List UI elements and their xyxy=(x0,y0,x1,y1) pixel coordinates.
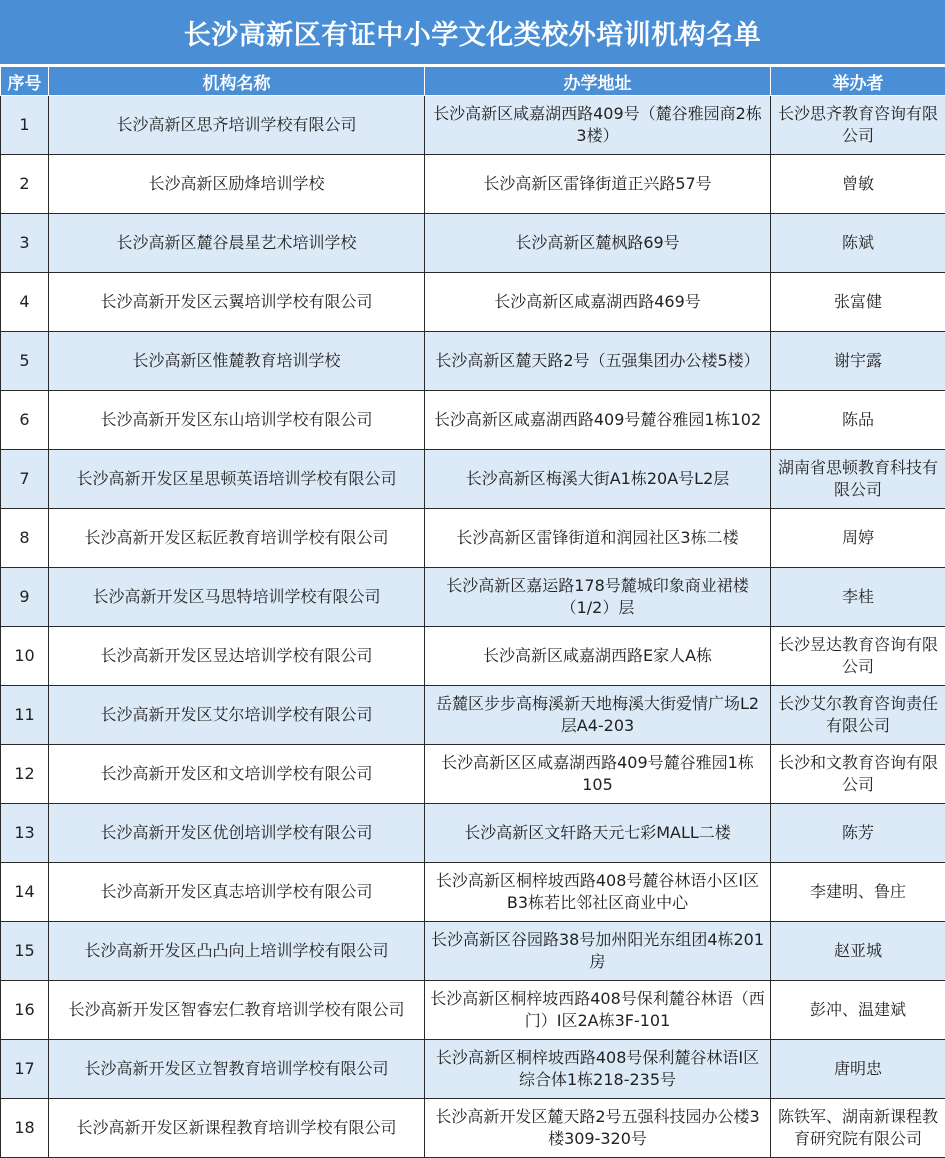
cell-host: 湖南省思顿教育科技有限公司 xyxy=(771,450,945,509)
table-row xyxy=(1,155,945,214)
table-row xyxy=(1,450,945,509)
cell-name: 长沙高新开发区和文培训学校有限公司 xyxy=(49,745,425,804)
header-address: 办学地址 xyxy=(425,67,771,96)
cell-no: 9 xyxy=(1,568,49,627)
table-row xyxy=(1,1099,945,1158)
cell-no: 5 xyxy=(1,332,49,391)
cell-address: 长沙高新区文轩路天元七彩MALL二楼 xyxy=(425,804,771,863)
cell-host: 陈芳 xyxy=(771,804,945,863)
cell-name: 长沙高新开发区星思顿英语培训学校有限公司 xyxy=(49,450,425,509)
table-row xyxy=(1,627,945,686)
cell-no: 6 xyxy=(1,391,49,450)
institution-table xyxy=(0,66,945,1158)
cell-host: 陈铁军、湖南新课程教育研究院有限公司 xyxy=(771,1099,945,1158)
cell-no: 3 xyxy=(1,214,49,273)
cell-host: 长沙和文教育咨询有限公司 xyxy=(771,745,945,804)
cell-address: 长沙高新区区咸嘉湖西路409号麓谷雅园1栋105 xyxy=(425,745,771,804)
document-title: 长沙高新区有证中小学文化类校外培训机构名单 xyxy=(0,0,945,66)
cell-host: 彭冲、温建斌 xyxy=(771,981,945,1040)
cell-name: 长沙高新开发区耘匠教育培训学校有限公司 xyxy=(49,509,425,568)
cell-address: 长沙高新区咸嘉湖西路469号 xyxy=(425,273,771,332)
cell-host: 长沙昱达教育咨询有限公司 xyxy=(771,627,945,686)
cell-host: 李建明、鲁庄 xyxy=(771,863,945,922)
cell-no: 15 xyxy=(1,922,49,981)
cell-no: 11 xyxy=(1,686,49,745)
table-row xyxy=(1,332,945,391)
cell-address: 长沙高新区桐梓坡西路408号保利麓谷林语Ⅰ区综合体1栋218-235号 xyxy=(425,1040,771,1099)
cell-name: 长沙高新区思齐培训学校有限公司 xyxy=(49,96,425,155)
cell-host: 周婷 xyxy=(771,509,945,568)
cell-address: 长沙高新区梅溪大街A1栋20A号L2层 xyxy=(425,450,771,509)
cell-name: 长沙高新开发区昱达培训学校有限公司 xyxy=(49,627,425,686)
cell-address: 岳麓区步步高梅溪新天地梅溪大街爱情广场L2层A4-203 xyxy=(425,686,771,745)
header-name: 机构名称 xyxy=(49,67,425,96)
cell-host: 长沙思齐教育咨询有限公司 xyxy=(771,96,945,155)
cell-no: 2 xyxy=(1,155,49,214)
cell-no: 4 xyxy=(1,273,49,332)
cell-name: 长沙高新开发区立智教育培训学校有限公司 xyxy=(49,1040,425,1099)
cell-name: 长沙高新开发区马思特培训学校有限公司 xyxy=(49,568,425,627)
table-header-row xyxy=(1,67,945,96)
header-no: 序号 xyxy=(1,67,49,96)
table-row xyxy=(1,922,945,981)
cell-name: 长沙高新开发区凸凸向上培训学校有限公司 xyxy=(49,922,425,981)
cell-address: 长沙高新区桐梓坡西路408号保利麓谷林语（西门）Ⅰ区2A栋3F-101 xyxy=(425,981,771,1040)
cell-no: 16 xyxy=(1,981,49,1040)
cell-no: 12 xyxy=(1,745,49,804)
cell-name: 长沙高新区麓谷晨星艺术培训学校 xyxy=(49,214,425,273)
table-row xyxy=(1,1040,945,1099)
table-row xyxy=(1,96,945,155)
cell-address: 长沙高新区麓枫路69号 xyxy=(425,214,771,273)
cell-no: 14 xyxy=(1,863,49,922)
cell-host: 谢宇露 xyxy=(771,332,945,391)
cell-address: 长沙高新区桐梓坡西路408号麓谷林语小区Ⅰ区B3栋若比邻社区商业中心 xyxy=(425,863,771,922)
cell-no: 8 xyxy=(1,509,49,568)
table-row xyxy=(1,568,945,627)
cell-name: 长沙高新区励烽培训学校 xyxy=(49,155,425,214)
table-row xyxy=(1,863,945,922)
cell-host: 陈斌 xyxy=(771,214,945,273)
cell-no: 13 xyxy=(1,804,49,863)
cell-address: 长沙高新区嘉运路178号麓城印象商业裙楼（1/2）层 xyxy=(425,568,771,627)
cell-host: 张富健 xyxy=(771,273,945,332)
table-row xyxy=(1,273,945,332)
cell-address: 长沙高新区雷锋街道和润园社区3栋二楼 xyxy=(425,509,771,568)
cell-name: 长沙高新开发区新课程教育培训学校有限公司 xyxy=(49,1099,425,1158)
cell-no: 10 xyxy=(1,627,49,686)
table-row xyxy=(1,214,945,273)
cell-address: 长沙高新区咸嘉湖西路409号麓谷雅园1栋102 xyxy=(425,391,771,450)
cell-address: 长沙高新区谷园路38号加州阳光东组团4栋201房 xyxy=(425,922,771,981)
cell-name: 长沙高新开发区优创培训学校有限公司 xyxy=(49,804,425,863)
table-row xyxy=(1,745,945,804)
header-host: 举办者 xyxy=(771,67,945,96)
cell-address: 长沙高新区咸嘉湖西路409号（麓谷雅园商2栋3楼） xyxy=(425,96,771,155)
cell-host: 陈品 xyxy=(771,391,945,450)
cell-address: 长沙高新区麓天路2号（五强集团办公楼5楼） xyxy=(425,332,771,391)
table-row xyxy=(1,391,945,450)
cell-address: 长沙高新区雷锋街道正兴路57号 xyxy=(425,155,771,214)
cell-name: 长沙高新开发区艾尔培训学校有限公司 xyxy=(49,686,425,745)
cell-name: 长沙高新开发区云翼培训学校有限公司 xyxy=(49,273,425,332)
cell-host: 曾敏 xyxy=(771,155,945,214)
cell-host: 李桂 xyxy=(771,568,945,627)
cell-name: 长沙高新区惟麓教育培训学校 xyxy=(49,332,425,391)
cell-host: 唐明忠 xyxy=(771,1040,945,1099)
cell-name: 长沙高新开发区智睿宏仁教育培训学校有限公司 xyxy=(49,981,425,1040)
table-row xyxy=(1,981,945,1040)
cell-name: 长沙高新开发区真志培训学校有限公司 xyxy=(49,863,425,922)
table-row xyxy=(1,686,945,745)
cell-no: 18 xyxy=(1,1099,49,1158)
cell-name: 长沙高新开发区东山培训学校有限公司 xyxy=(49,391,425,450)
cell-address: 长沙高新开发区麓天路2号五强科技园办公楼3楼309-320号 xyxy=(425,1099,771,1158)
cell-host: 赵亚城 xyxy=(771,922,945,981)
table-row xyxy=(1,804,945,863)
cell-no: 17 xyxy=(1,1040,49,1099)
cell-host: 长沙艾尔教育咨询责任有限公司 xyxy=(771,686,945,745)
cell-address: 长沙高新区咸嘉湖西路E家人A栋 xyxy=(425,627,771,686)
cell-no: 1 xyxy=(1,96,49,155)
table-row xyxy=(1,509,945,568)
cell-no: 7 xyxy=(1,450,49,509)
